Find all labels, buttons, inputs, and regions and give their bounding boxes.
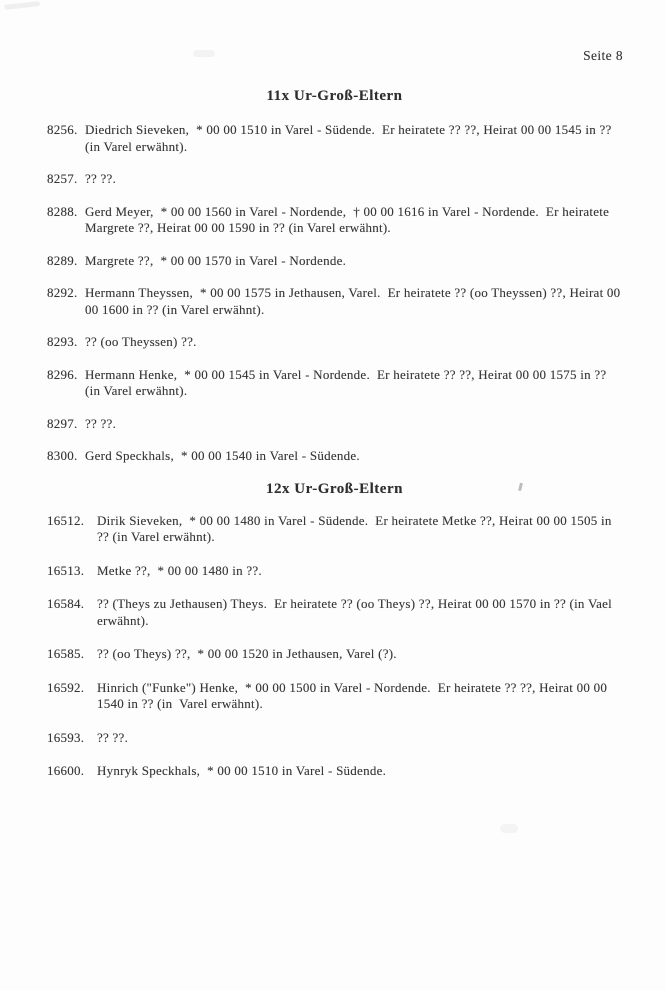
entry-line: Diedrich Sieveken, * 00 00 1510 in Varel - Südende. Er heiratete ?? ??, Heirat 00 00 1545 in ?? — [85, 122, 612, 137]
entry-text — [85, 367, 622, 400]
entry-line: ?? (oo Theyssen) ??. — [85, 334, 197, 349]
genealogy-entry-8289 — [47, 253, 622, 270]
entry-text — [85, 253, 622, 270]
genealogy-entry-8296 — [47, 367, 622, 400]
entry-text — [85, 171, 622, 188]
entry-text — [97, 513, 622, 546]
entry-number: 16592. — [47, 679, 85, 695]
entry-text — [97, 763, 622, 780]
genealogy-entry-16593 — [47, 730, 622, 747]
entry-number: 16512. — [47, 512, 85, 528]
entry-line: Margrete ??, Heirat 00 00 1590 in ?? (in Varel erwähnt). — [85, 220, 391, 235]
entry-line: Gerd Speckhals, * 00 00 1540 in Varel - Südende. — [85, 448, 360, 463]
genealogy-entry-8300 — [47, 448, 622, 465]
genealogy-entry-8292 — [47, 285, 622, 318]
entry-number: 16585. — [47, 646, 85, 661]
entry-text — [97, 680, 622, 713]
entry-line: ?? (Theys zu Jethausen) Theys. Er heiratete ?? (oo Theys) ??, Heirat 00 00 1570 in ?? (in Vael — [97, 596, 613, 611]
entry-line: Metke ??, * 00 00 1480 in ??. — [97, 562, 262, 578]
entry-line: Hinrich ("Funke") Henke, * 00 00 1500 in Varel - Nordende. Er heiratete ?? ??, Heirat 00 00 — [97, 679, 608, 695]
section-12x — [47, 481, 622, 780]
genealogy-entry-8256 — [47, 122, 622, 155]
entry-number: 16600. — [47, 763, 85, 778]
entry-number: 16584. — [47, 596, 85, 611]
entry-line: 00 1600 in ?? (in Varel erwähnt). — [85, 301, 265, 317]
entry-line: Hynryk Speckhals, * 00 00 1510 in Varel - Südende. — [97, 763, 387, 778]
genealogy-entry-8257 — [47, 171, 622, 188]
genealogy-entry-16592 — [47, 680, 622, 713]
entry-line: 1540 in ?? (in Varel erwähnt). — [97, 696, 263, 711]
entry-text — [85, 204, 622, 237]
entry-line: erwähnt). — [97, 612, 149, 628]
entry-line: Hermann Theyssen, * 00 00 1575 in Jethausen, Varel. Er heiratete ?? (oo Theyssen) ??, Heirat 00 — [85, 285, 621, 300]
entry-number: 8257. — [47, 171, 78, 186]
scan-artifact — [500, 824, 518, 833]
entry-number: 8300. — [47, 448, 78, 463]
entry-text — [85, 416, 622, 433]
entry-text — [85, 448, 622, 465]
entry-number: 16513. — [47, 562, 85, 578]
genealogy-entry-16584 — [47, 596, 622, 629]
entry-text — [97, 596, 622, 629]
entry-line: ?? (in Varel erwähnt). — [97, 529, 215, 544]
entry-text — [97, 646, 622, 663]
entry-line: Margrete ??, * 00 00 1570 in Varel - Nordende. — [85, 252, 347, 268]
entry-text — [85, 122, 622, 155]
genealogy-entry-16600 — [47, 763, 622, 780]
genealogy-entry-16585 — [47, 646, 622, 663]
genealogy-entry-8293 — [47, 334, 622, 351]
entry-line: Gerd Meyer, * 00 00 1560 in Varel - Nordende, † 00 00 1616 in Varel - Nordende. Er heiratete — [85, 203, 610, 219]
entry-number: 8292. — [47, 285, 78, 300]
section-heading-11x-ur-gross-eltern: 11x Ur-Groß-Eltern — [266, 88, 403, 104]
entry-number: 8296. — [47, 366, 78, 382]
genealogy-entry-8288 — [47, 204, 622, 237]
entry-line: ?? (oo Theys) ??, * 00 00 1520 in Jethausen, Varel (?). — [97, 646, 397, 661]
entry-line: (in Varel erwähnt). — [85, 383, 188, 398]
entry-number: 8288. — [47, 203, 78, 219]
entry-number: 8289. — [47, 252, 78, 268]
genealogy-entry-8297 — [47, 416, 622, 433]
genealogy-entry-16512 — [47, 513, 622, 546]
entry-number: 8256. — [47, 122, 78, 137]
entry-number: 16593. — [47, 729, 85, 745]
entry-text — [85, 285, 622, 318]
entry-text — [85, 334, 622, 351]
entry-line: ?? ??. — [97, 729, 129, 745]
section-heading-12x-ur-gross-eltern: 12x Ur-Groß-Eltern — [266, 480, 403, 497]
genealogy-entry-16513 — [47, 563, 622, 580]
entry-line: ?? ??. — [85, 171, 117, 186]
page-number: Seite 8 — [583, 48, 623, 63]
entry-number: 8297. — [47, 415, 78, 431]
entry-line: (in Varel erwähnt). — [85, 138, 188, 154]
entry-line: Dirik Sieveken, * 00 00 1480 in Varel - Südende. Er heiratete Metke ??, Heirat 00 00 1505 in — [97, 512, 612, 528]
entry-text — [97, 563, 622, 580]
entry-line: ?? ??. — [85, 415, 117, 431]
entry-text — [97, 730, 622, 747]
entry-number: 8293. — [47, 334, 78, 349]
entry-line: Hermann Henke, * 00 00 1545 in Varel - Nordende. Er heiratete ?? ??, Heirat 00 00 1575 in ?? — [85, 366, 607, 382]
